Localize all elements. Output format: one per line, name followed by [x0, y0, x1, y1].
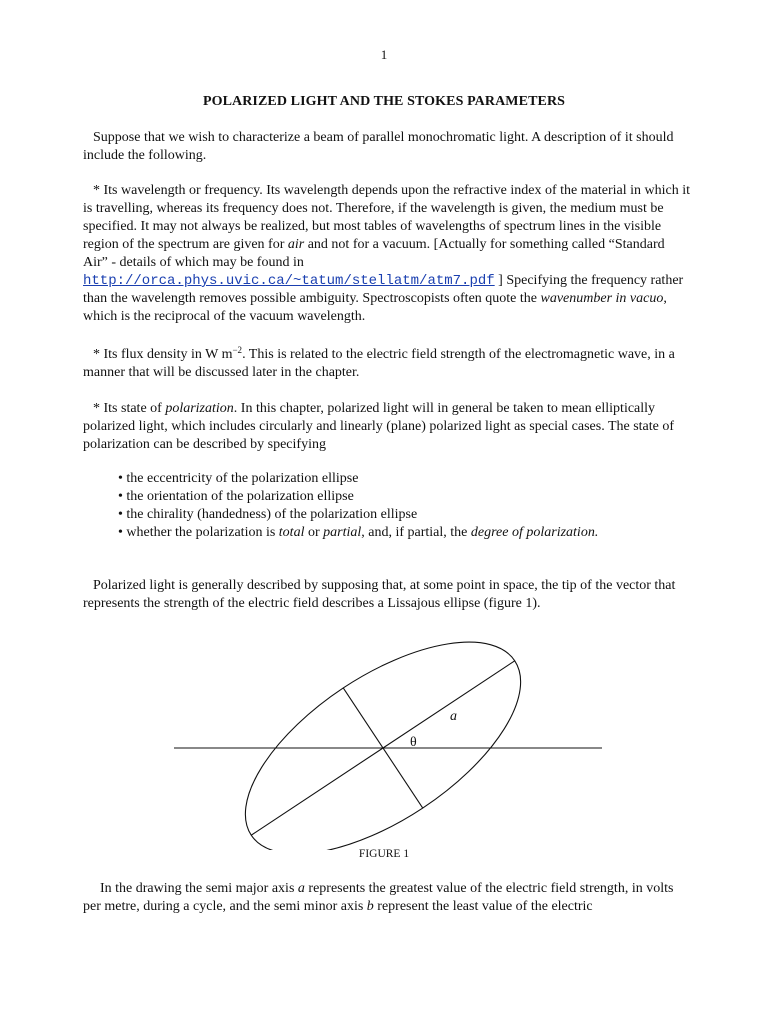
- variable-b: b: [366, 899, 374, 914]
- lissajous-text: Polarized light is generally described by supposing that, at some point in space, the tip of the vector that represents the strength of the electric field describes a Lissajous ellipse (figure 1).: [83, 578, 676, 611]
- list-item: • the chirality (handedness) of the polarization ellipse: [118, 507, 418, 522]
- theta-label: θ: [410, 735, 417, 750]
- air-term: air: [287, 237, 305, 252]
- atm7-pdf-link[interactable]: http://orca.phys.uvic.ca/~tatum/stellatm/atm7.pdf: [83, 273, 495, 289]
- wavelength-text-a: * Its wavelength or frequency. Its wavelength depends upon the refractive index of the material in which it is travelling, whereas its frequency does not. Therefore, if the wavelength is given, the medium must be specified. It may not always be realized, but most tables of wavelengths of spectrum lines in the visible region of the spectrum are given for: [83, 183, 690, 252]
- list-item: • the orientation of the polarization ellipse: [118, 489, 354, 504]
- flux-paragraph: [83, 346, 691, 382]
- polarization-criteria-list: [118, 470, 598, 542]
- polarization-ellipse-figure: [170, 640, 610, 850]
- polarization-term: polarization: [165, 401, 234, 416]
- wavelength-text-c: ] Specifying the frequency rather than the wavelength removes possible ambiguity. Spectroscopists often quote the: [83, 273, 684, 306]
- flux-exponent: −2: [232, 345, 243, 355]
- semi-major-label: a: [450, 709, 457, 724]
- wavelength-text-d: , which is the reciprocal of the vacuum wavelength.: [83, 291, 667, 324]
- page-title: POLARIZED LIGHT AND THE STOKES PARAMETERS: [202, 94, 566, 109]
- closing-paragraph: In the drawing the semi major axis a represents the greatest value of the electric field strength, in volts per metre, during a cycle, and the semi minor axis b represent the least value of the electric: [83, 881, 674, 914]
- polarization-ellipse: [212, 640, 555, 850]
- polarization-text-b: . In this chapter, polarized light will in general be taken to mean elliptically polarized light, which includes circularly and linearly (plane) polarized light as special cases. The state of polarization can be described by specifying: [83, 401, 675, 452]
- wavelength-text-b: and not for a vacuum. [Actually for something called “Standard Air” - details of which may be found in: [83, 237, 665, 270]
- page-number: 1: [380, 47, 388, 62]
- wavenumber-term: wavenumber in vacuo: [540, 291, 664, 306]
- intro-text: Suppose that we wish to characterize a beam of parallel monochromatic light. A description of it should include the following.: [83, 130, 674, 163]
- list-item: • the eccentricity of the polarization ellipse: [118, 471, 359, 486]
- polarization-paragraph: [83, 400, 691, 454]
- lissajous-paragraph: [83, 577, 691, 613]
- list-item: • whether the polarization is total or partial, and, if partial, the degree of polarization.: [118, 525, 599, 540]
- variable-a: a: [297, 881, 305, 896]
- flux-text-b: . This is related to the electric field strength of the electromagnetic wave, in a manner that will be discussed later in the chapter.: [83, 347, 675, 380]
- flux-text-a: * Its flux density in W m: [93, 347, 233, 362]
- figure-caption: FIGURE 1: [358, 848, 410, 860]
- polarization-text-a: * Its state of: [93, 401, 166, 416]
- wavelength-paragraph: [83, 182, 691, 326]
- intro-paragraph: [83, 129, 691, 165]
